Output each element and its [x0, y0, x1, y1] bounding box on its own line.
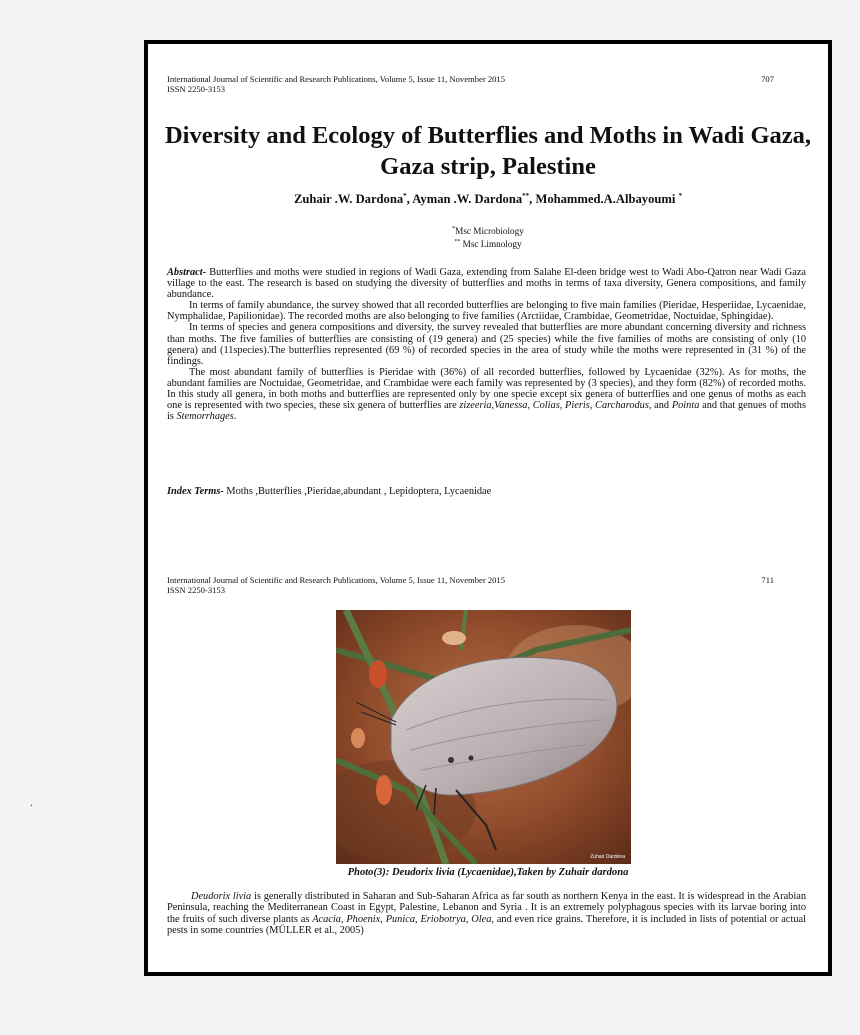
journal-name: International Journal of Scientific and Research Publications, Volume 5, Issue 11, November 2015: [167, 74, 506, 84]
affiliation: [148, 224, 828, 237]
photo-credit-mark: Zuhair Dardona: [590, 854, 625, 860]
page-header-1: [167, 74, 774, 94]
author-mark: **: [522, 192, 530, 200]
separator: , and: [491, 913, 512, 925]
issn: ISSN 2250-3153: [167, 585, 226, 595]
butterfly-photo: [336, 610, 631, 864]
genus-name: Pointa: [671, 400, 700, 412]
body-text: even rice grains. Therefore, it is included in lists of potential or actual pests in some countries (MÜLLER et al., 2005): [167, 913, 806, 936]
abstract-paragraph: In terms of family abundance, the survey showed that all recorded butterflies are belonging to five main families (Pieridae, Hesperiidae, Lycaenidae, Nymphalidae, Papilionidae). The recorded moths are also belonging to five families (Arctiidae, Crambidae, Geometridae, Noctuidae, Sphingidae).: [167, 300, 806, 323]
page-number: 711: [761, 575, 774, 585]
affiliation-text: Msc Microbiology: [455, 226, 524, 237]
author-name: Mohammed.A.Albayoumi: [535, 192, 679, 207]
body-text: is generally distributed in Saharan and Sub-Saharan Africa as far south as northern Kenya in the east. It is widespread in the Arabian Peninsula, reaching the Mediterranean Coast in Egypt, Palestine, Lebanon and Syria . It is an extremely polyphagous species with its larvae boring into the fruits of such diverse plants as: [167, 891, 806, 925]
plant-name: Punica: [385, 913, 415, 925]
paper-title: Diversity and Ecology of Butterflies and Moths in Wadi Gaza, Gaza strip, Palestine: [164, 122, 812, 180]
period: .: [233, 411, 237, 423]
photo-caption: Photo(3): Deudorix livia (Lycaenidae),Taken by Zuhair dardona: [347, 867, 629, 878]
abstract-paragraph: In terms of species and genera compositions and diversity, the survey revealed that butterflies are more abundant concerning diversity and richness than moths. The five families of butterflies are consisting of (19 genera) and (25 species) while the five families of moths are consisting of only (10 genera) and (11species).The butterflies represented (69 %) of recorded species in the area of study while the moths were represented in (31 %) of the findings.: [167, 322, 806, 367]
author-list: Zuhair .W. Dardona*, Ayman .W. Dardona**, Mohammed.A.Albayoumi *: [293, 192, 683, 207]
author-name: Ayman .W. Dardona: [412, 192, 523, 207]
abstract-text: The most abundant family of butterflies is Pieridae with (36%) of all recorded butterflies, followed by Lycaenidae (32%). As for moths, the abundant families are Noctuidae, Geometridae, and Crambidae were each family was represented by (3 species), and they form (82%) of recorded moths. In this study all genera, in both moths and butterflies are represented only by one specie except six genera of butterflies and one genus of moths as each one is represented with two species, these six genera of butterflies are: [167, 366, 806, 412]
separator: ,: [380, 913, 386, 925]
and-text: and: [651, 400, 672, 412]
plant-name: Acacia: [312, 913, 341, 925]
page-header-2: [167, 575, 774, 595]
affiliation-mark: *: [452, 226, 456, 232]
affiliation-mark: **: [454, 238, 461, 245]
author-name: Zuhair .W. Dardona: [293, 192, 404, 207]
plant-name: Phoenix: [346, 913, 381, 925]
separator: ,: [465, 913, 472, 925]
stray-mark: .: [30, 795, 33, 809]
abstract-lead: Abstract-: [167, 267, 207, 278]
abstract-paragraph: [167, 367, 806, 422]
index-terms-lead: Index Terms-: [167, 486, 224, 497]
abstract: [167, 267, 806, 422]
issn: ISSN 2250-3153: [167, 84, 226, 94]
affiliations: [148, 224, 828, 249]
butterfly-photo-image: [336, 610, 631, 864]
separator: ,: [340, 913, 347, 925]
author-mark: *: [403, 192, 407, 200]
separator: ,: [415, 913, 421, 925]
genera-list: zizeeria,Vanessa, Colias, Pieris, Carcharodus,: [459, 400, 652, 412]
index-terms-text: Moths ,Butterflies ,Pieridae,abundant , Lepidoptera, Lycaenidae: [223, 486, 492, 497]
genus-name: Stemorrhages: [176, 411, 234, 423]
plant-name: Eriobotrya: [420, 913, 466, 925]
abstract-paragraph: [167, 267, 806, 300]
species-name: Deudorix livia: [191, 891, 252, 902]
affiliation-text: Msc Limnology: [460, 238, 522, 249]
plant-name: Olea: [471, 913, 492, 925]
index-terms: [167, 486, 806, 497]
page-number: 707: [761, 74, 774, 84]
abstract-text: Butterflies and moths were studied in regions of Wadi Gaza, extending from Salahe El-deen bridge west to Wadi Abo-Qatron near Wadi Gaza village to the east. The research is based on studying the diversity of butterflies and moths in terms of taxa diversity, Genera compositions, and family abundance.: [167, 267, 806, 301]
author-mark: *: [678, 192, 683, 200]
journal-name: International Journal of Scientific and Research Publications, Volume 5, Issue 11, November 2015: [167, 575, 506, 585]
affiliation: [148, 237, 828, 250]
body-paragraph: [167, 891, 806, 936]
abstract-text: and that genues of moths is: [167, 400, 806, 423]
document-page: [144, 40, 832, 976]
